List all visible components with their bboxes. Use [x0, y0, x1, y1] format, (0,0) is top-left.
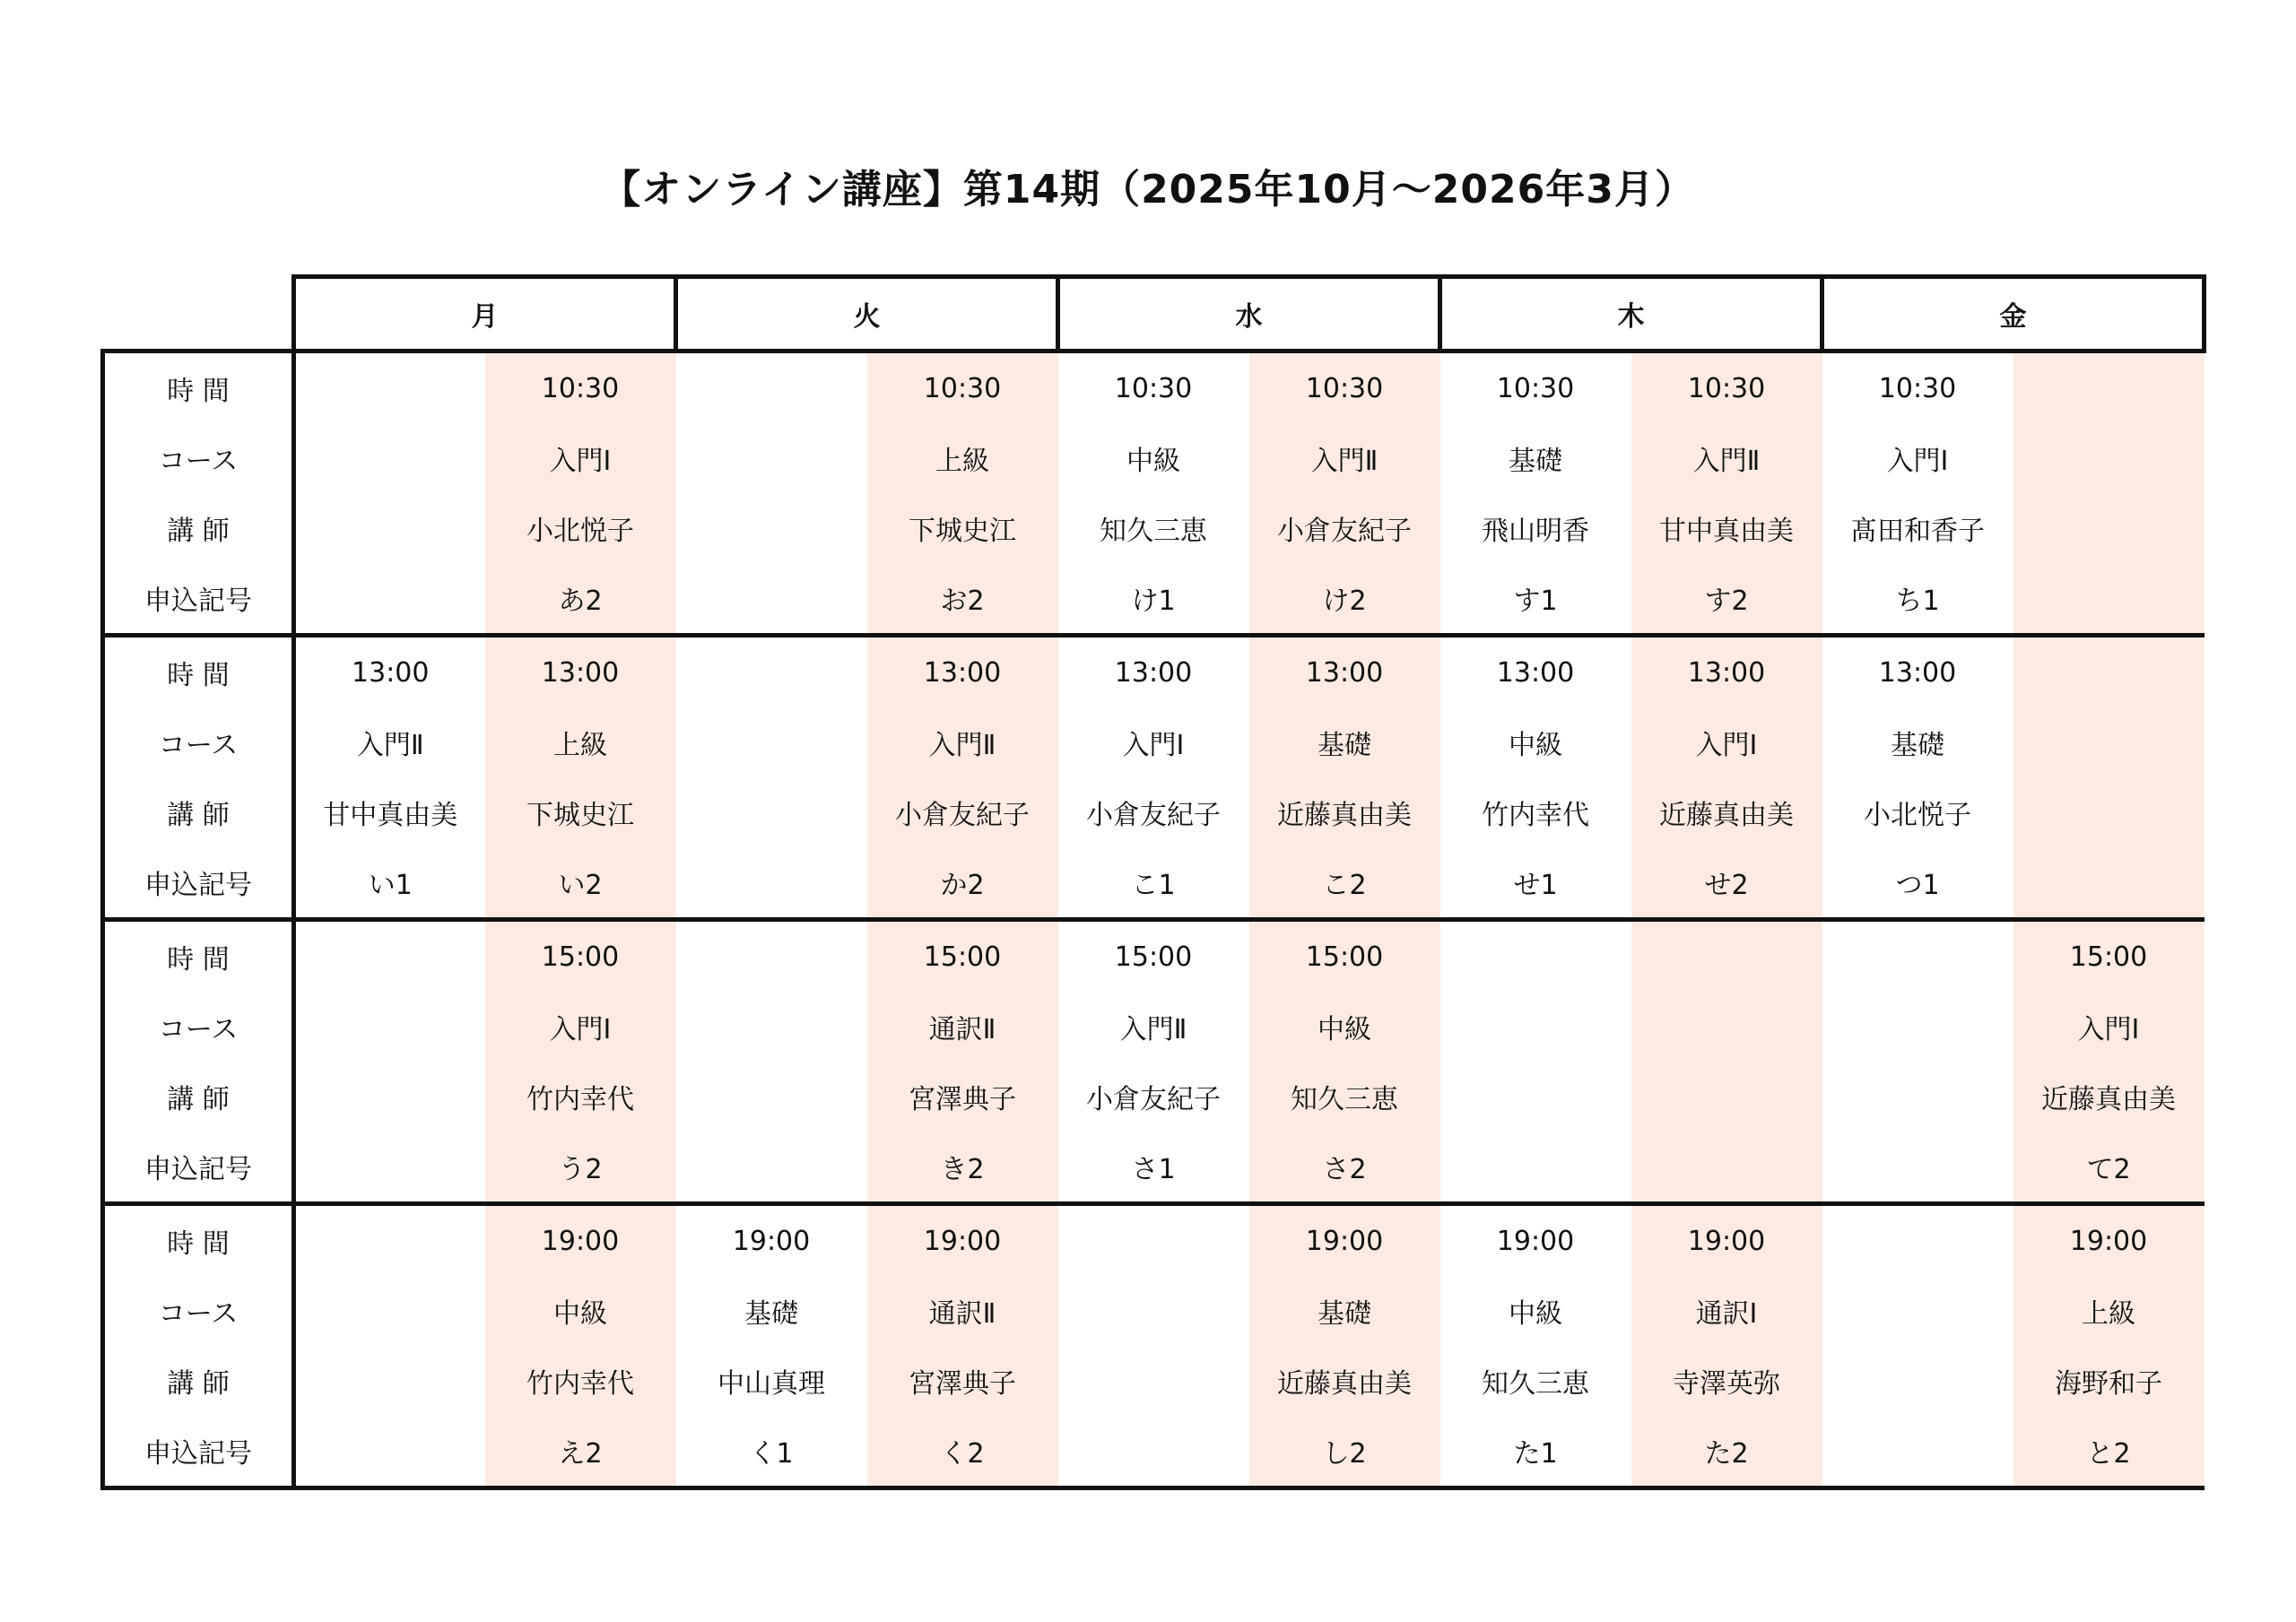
- schedule-cell: [2013, 707, 2205, 777]
- schedule-cell: い2: [485, 847, 676, 920]
- schedule-row: [103, 423, 2205, 493]
- schedule-cell: 小倉友紀子: [1086, 800, 1221, 831]
- schedule-cell: [676, 992, 867, 1062]
- schedule-row: [103, 351, 2205, 424]
- schedule-cell: [294, 920, 485, 993]
- row-label: 時 間: [103, 636, 294, 708]
- schedule-cell: 近藤真由美: [1631, 777, 1822, 847]
- schedule-table: [100, 274, 2206, 1490]
- schedule-row: [103, 1416, 2205, 1488]
- schedule-cell: す2: [1631, 563, 1822, 636]
- day-header-thu: 木: [1440, 277, 1822, 351]
- schedule-cell: [1631, 992, 1822, 1062]
- schedule-cell: と2: [2013, 1416, 2205, 1488]
- schedule-cell: 19:00: [2013, 1204, 2205, 1277]
- schedule-cell: 入門Ⅰ: [1122, 730, 1185, 761]
- schedule-cell: 10:30: [1249, 351, 1440, 424]
- schedule-cell: [1822, 1416, 2013, 1488]
- schedule-cell: 飛山明香: [1482, 516, 1589, 547]
- schedule-cell: 甘中真由美: [1631, 493, 1822, 563]
- row-label: 講 師: [103, 1062, 294, 1132]
- row-label: 時 間: [103, 351, 294, 424]
- schedule-cell: [2013, 777, 2205, 847]
- schedule-cell: つ1: [1822, 847, 2013, 920]
- schedule-cell: 10:30: [1440, 351, 1631, 424]
- schedule-cell: 知久三恵: [1482, 1368, 1589, 1400]
- schedule-cell: か2: [867, 847, 1058, 920]
- schedule-cell: [2013, 351, 2205, 424]
- schedule-cell: 竹内幸代: [485, 1346, 676, 1416]
- schedule-row: [103, 920, 2205, 993]
- schedule-cell: 小倉友紀子: [867, 777, 1058, 847]
- schedule-cell: 小倉友紀子: [1086, 1084, 1221, 1115]
- schedule-cell: 通訳Ⅱ: [867, 1276, 1058, 1346]
- schedule-cell: 15:00: [1058, 920, 1249, 993]
- schedule-cell: 上級: [867, 423, 1058, 493]
- schedule-cell: [2013, 563, 2205, 636]
- schedule-row: [103, 1062, 2205, 1132]
- schedule-cell: 近藤真由美: [2013, 1062, 2205, 1132]
- row-label: 時 間: [103, 1204, 294, 1277]
- schedule-cell: [676, 847, 867, 920]
- schedule-cell: 入門Ⅰ: [1631, 707, 1822, 777]
- schedule-cell: 上級: [2013, 1276, 2205, 1346]
- schedule-cell: 竹内幸代: [1482, 800, 1589, 831]
- schedule-cell: [676, 351, 867, 424]
- schedule-cell: [1440, 920, 1631, 993]
- schedule-cell: [1440, 992, 1631, 1062]
- schedule-cell: 19:00: [1631, 1204, 1822, 1277]
- schedule-cell: [1822, 1204, 2013, 1277]
- row-label: 講 師: [103, 1346, 294, 1416]
- schedule-cell: く2: [867, 1416, 1058, 1488]
- schedule-cell: く1: [676, 1416, 867, 1488]
- schedule-cell: う2: [485, 1132, 676, 1204]
- schedule-cell: た2: [1631, 1416, 1822, 1488]
- schedule-cell: こ1: [1058, 847, 1249, 920]
- schedule-cell: 小倉友紀子: [1249, 493, 1440, 563]
- schedule-cell: [294, 423, 485, 493]
- schedule-cell: [676, 1062, 867, 1132]
- schedule-cell: 甘中真由美: [323, 800, 458, 831]
- schedule-cell: せ1: [1440, 847, 1631, 920]
- schedule-row: [103, 563, 2205, 636]
- schedule-cell: さ2: [1249, 1132, 1440, 1204]
- schedule-cell: 15:00: [867, 920, 1058, 993]
- schedule-body: [103, 351, 2205, 1488]
- schedule-cell: [1822, 1276, 2013, 1346]
- schedule-cell: [294, 1346, 485, 1416]
- schedule-cell: す1: [1440, 563, 1631, 636]
- schedule-cell: さ1: [1058, 1132, 1249, 1204]
- row-label: コース: [103, 423, 294, 493]
- schedule-cell: 入門Ⅱ: [1631, 423, 1822, 493]
- schedule-cell: 入門Ⅱ: [867, 707, 1058, 777]
- schedule-cell: [676, 777, 867, 847]
- schedule-cell: 中級: [1509, 1298, 1562, 1330]
- schedule-cell: [1822, 920, 2013, 993]
- day-header-fri: 金: [1822, 277, 2205, 351]
- schedule-cell: お2: [867, 563, 1058, 636]
- schedule-cell: 13:00: [485, 636, 676, 708]
- schedule-cell: 小北悦子: [1864, 800, 1971, 831]
- schedule-row: [103, 493, 2205, 563]
- schedule-cell: 19:00: [485, 1204, 676, 1277]
- schedule-row: [103, 777, 2205, 847]
- schedule-cell: [1631, 1062, 1822, 1132]
- schedule-cell: 入門Ⅰ: [2013, 992, 2205, 1062]
- row-label: 講 師: [103, 777, 294, 847]
- schedule-cell: 13:00: [1822, 636, 2013, 708]
- schedule-cell: 中級: [1126, 446, 1180, 477]
- schedule-cell: こ2: [1249, 847, 1440, 920]
- schedule-cell: 10:30: [1058, 351, 1249, 424]
- row-label: 申込記号: [103, 1132, 294, 1204]
- schedule-cell: [1631, 920, 1822, 993]
- schedule-cell: [2013, 847, 2205, 920]
- row-label: 申込記号: [103, 563, 294, 636]
- schedule-row: [103, 1132, 2205, 1204]
- schedule-cell: [1058, 1204, 1249, 1277]
- schedule-cell: [1440, 1062, 1631, 1132]
- schedule-cell: 基礎: [744, 1298, 798, 1330]
- schedule-cell: [1822, 1062, 2013, 1132]
- schedule-cell: 13:00: [294, 636, 485, 708]
- schedule-cell: 知久三恵: [1100, 516, 1207, 547]
- row-label: コース: [103, 1276, 294, 1346]
- day-header-wed: 水: [1058, 277, 1440, 351]
- schedule-cell: [676, 1132, 867, 1204]
- schedule-cell: [2013, 636, 2205, 708]
- corner-blank: [103, 277, 294, 351]
- schedule-cell: ち1: [1822, 563, 2013, 636]
- schedule-cell: 小北悦子: [485, 493, 676, 563]
- schedule-cell: [1058, 1346, 1249, 1416]
- schedule-cell: [1822, 1346, 2013, 1416]
- schedule-cell: 入門Ⅰ: [1886, 446, 1949, 477]
- schedule-row: [103, 1276, 2205, 1346]
- day-header-mon: 月: [294, 277, 676, 351]
- schedule-cell: 宮澤典子: [867, 1346, 1058, 1416]
- day-header-tue: 火: [676, 277, 1058, 351]
- schedule-cell: 13:00: [867, 636, 1058, 708]
- schedule-cell: 10:30: [1822, 351, 2013, 424]
- schedule-cell: [2013, 493, 2205, 563]
- schedule-cell: [676, 493, 867, 563]
- schedule-cell: 宮澤典子: [867, 1062, 1058, 1132]
- row-label: 講 師: [103, 493, 294, 563]
- page-title: 【オンライン講座】第14期（2025年10月～2026年3月）: [601, 167, 1695, 213]
- schedule-row: [103, 992, 2205, 1062]
- schedule-cell: 基礎: [1891, 730, 1944, 761]
- schedule-cell: [294, 1276, 485, 1346]
- schedule-cell: 中級: [1509, 730, 1562, 761]
- schedule-cell: [676, 707, 867, 777]
- schedule-cell: い1: [294, 847, 485, 920]
- schedule-cell: 基礎: [1249, 707, 1440, 777]
- schedule-cell: [294, 1416, 485, 1488]
- schedule-cell: 入門Ⅱ: [1249, 423, 1440, 493]
- schedule-cell: け1: [1058, 563, 1249, 636]
- schedule-cell: 19:00: [1440, 1204, 1631, 1277]
- row-label: 申込記号: [103, 847, 294, 920]
- schedule-cell: [676, 636, 867, 708]
- schedule-cell: 19:00: [867, 1204, 1058, 1277]
- schedule-cell: た1: [1440, 1416, 1631, 1488]
- schedule-row: [103, 847, 2205, 920]
- schedule-cell: 19:00: [676, 1204, 867, 1277]
- schedule-cell: 通訳Ⅱ: [867, 992, 1058, 1062]
- schedule-cell: え2: [485, 1416, 676, 1488]
- schedule-row: [103, 636, 2205, 708]
- schedule-cell: 13:00: [1249, 636, 1440, 708]
- schedule-cell: [294, 493, 485, 563]
- schedule-cell: 寺澤英弥: [1631, 1346, 1822, 1416]
- schedule-cell: 入門Ⅰ: [485, 423, 676, 493]
- schedule-cell: 基礎: [1509, 446, 1562, 477]
- schedule-cell: 海野和子: [2013, 1346, 2205, 1416]
- schedule-cell: 中級: [1249, 992, 1440, 1062]
- schedule-cell: て2: [2013, 1132, 2205, 1204]
- schedule-row: [103, 1346, 2205, 1416]
- schedule-row: [103, 707, 2205, 777]
- schedule-cell: 15:00: [1249, 920, 1440, 993]
- row-label: 申込記号: [103, 1416, 294, 1488]
- schedule-cell: 15:00: [485, 920, 676, 993]
- schedule-cell: 13:00: [1058, 636, 1249, 708]
- schedule-cell: せ2: [1631, 847, 1822, 920]
- schedule-cell: 10:30: [1631, 351, 1822, 424]
- schedule-cell: 10:30: [867, 351, 1058, 424]
- schedule-cell: 19:00: [1249, 1204, 1440, 1277]
- schedule-cell: [294, 563, 485, 636]
- row-label: コース: [103, 707, 294, 777]
- schedule-cell: 上級: [485, 707, 676, 777]
- schedule-cell: 中級: [485, 1276, 676, 1346]
- schedule-cell: [1822, 992, 2013, 1062]
- schedule-cell: 基礎: [1249, 1276, 1440, 1346]
- schedule-cell: [1440, 1132, 1631, 1204]
- schedule-cell: き2: [867, 1132, 1058, 1204]
- schedule-cell: [294, 992, 485, 1062]
- schedule-cell: 近藤真由美: [1249, 1346, 1440, 1416]
- schedule-cell: [1631, 1132, 1822, 1204]
- schedule-cell: [1822, 1132, 2013, 1204]
- schedule-cell: [2013, 423, 2205, 493]
- row-label: コース: [103, 992, 294, 1062]
- schedule-cell: [1058, 1276, 1249, 1346]
- schedule-cell: あ2: [485, 563, 676, 636]
- schedule-cell: 入門Ⅱ: [1119, 1014, 1187, 1045]
- schedule-cell: 13:00: [1440, 636, 1631, 708]
- schedule-cell: 知久三恵: [1249, 1062, 1440, 1132]
- schedule-cell: 15:00: [2013, 920, 2205, 993]
- schedule-cell: 13:00: [1631, 636, 1822, 708]
- schedule-cell: 髙田和香子: [1850, 516, 1985, 547]
- schedule-cell: [676, 423, 867, 493]
- schedule-cell: 10:30: [485, 351, 676, 424]
- schedule-cell: 下城史江: [485, 777, 676, 847]
- schedule-cell: [676, 563, 867, 636]
- schedule-cell: 中山真理: [718, 1368, 825, 1400]
- schedule-cell: 入門Ⅰ: [485, 992, 676, 1062]
- schedule-cell: 通訳Ⅰ: [1631, 1276, 1822, 1346]
- schedule-cell: [294, 1062, 485, 1132]
- schedule-cell: [294, 351, 485, 424]
- row-label: 時 間: [103, 920, 294, 993]
- schedule-cell: [294, 1132, 485, 1204]
- schedule-cell: 下城史江: [867, 493, 1058, 563]
- schedule-cell: 入門Ⅱ: [356, 730, 424, 761]
- schedule-row: [103, 1204, 2205, 1277]
- schedule-cell: 竹内幸代: [485, 1062, 676, 1132]
- schedule-cell: し2: [1249, 1416, 1440, 1488]
- schedule-cell: [676, 920, 867, 993]
- schedule-cell: [294, 1204, 485, 1277]
- schedule-cell: [1058, 1416, 1249, 1488]
- schedule-cell: 近藤真由美: [1249, 777, 1440, 847]
- schedule-cell: け2: [1249, 563, 1440, 636]
